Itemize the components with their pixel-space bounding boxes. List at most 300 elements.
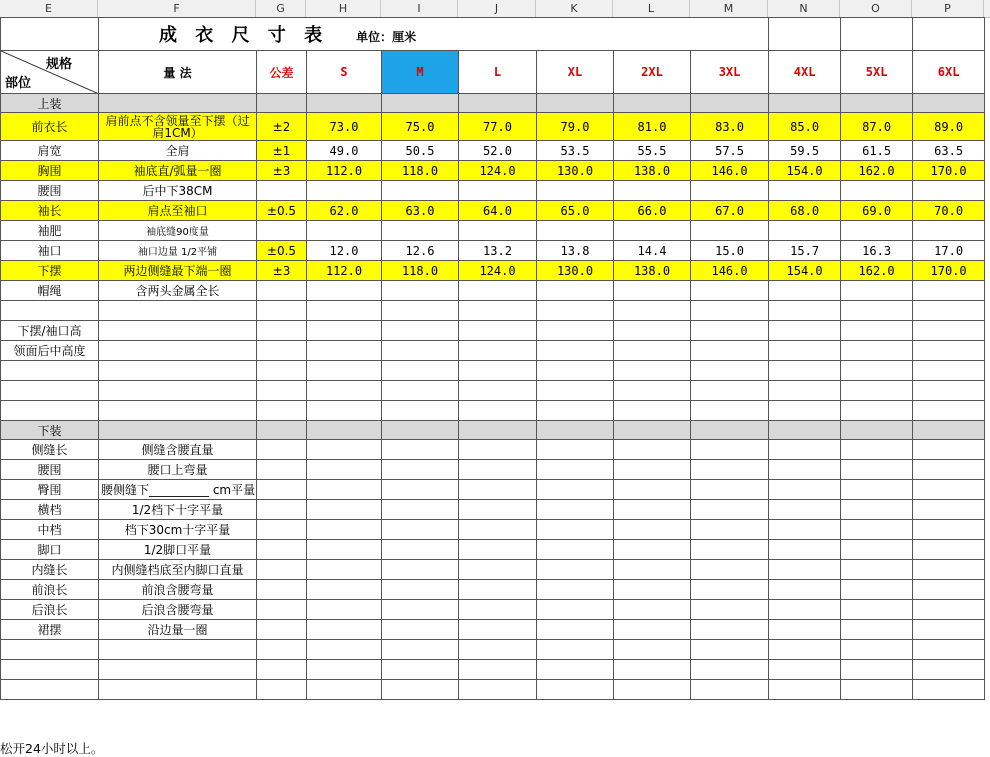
blank-cell[interactable] [257,341,307,361]
blank-cell[interactable] [614,94,691,113]
blank-cell[interactable] [769,341,841,361]
blank-cell[interactable] [841,401,913,421]
blank-cell[interactable] [307,94,382,113]
blank-cell[interactable] [769,520,841,540]
blank-cell[interactable] [382,640,459,660]
blank-cell[interactable] [614,620,691,640]
blank-cell[interactable] [99,640,257,660]
blank-cell[interactable] [99,381,257,401]
blank-cell[interactable] [307,381,382,401]
column-letter-m[interactable]: M [690,0,768,17]
blank-cell[interactable] [691,341,769,361]
blank-cell[interactable] [99,660,257,680]
blank-cell[interactable] [459,640,537,660]
blank-cell[interactable] [769,560,841,580]
blank-cell[interactable] [691,94,769,113]
tolerance-cell[interactable]: ±0.5 [257,241,307,261]
blank-cell[interactable] [614,421,691,440]
blank-cell[interactable] [382,440,459,460]
value-cell[interactable]: 130.0 [537,161,614,181]
blank-cell[interactable] [459,381,537,401]
value-cell[interactable] [459,281,537,301]
blank-cell[interactable] [691,500,769,520]
method-cell[interactable]: 档下30cm十字平量 [99,520,257,540]
method-cell[interactable]: 肩点至袖口 [99,201,257,221]
blank-cell[interactable] [537,381,614,401]
blank-cell[interactable] [769,361,841,381]
value-cell[interactable]: 12.6 [382,241,459,261]
blank-cell[interactable] [841,620,913,640]
blank-cell[interactable] [913,680,985,700]
blank-cell[interactable] [913,540,985,560]
blank-cell[interactable] [614,460,691,480]
blank-cell[interactable] [99,94,257,113]
blank-cell[interactable] [382,580,459,600]
value-cell[interactable]: 12.0 [307,241,382,261]
value-cell[interactable]: 65.0 [537,201,614,221]
blank-cell[interactable] [537,440,614,460]
blank-cell[interactable] [913,341,985,361]
blank-cell[interactable] [1,401,99,421]
blank-cell[interactable] [257,640,307,660]
blank-cell[interactable] [841,341,913,361]
value-cell[interactable] [382,281,459,301]
blank-cell[interactable] [537,500,614,520]
value-cell[interactable]: 85.0 [769,113,841,141]
blank-cell[interactable] [307,341,382,361]
value-cell[interactable]: 162.0 [841,261,913,281]
blank-cell[interactable] [913,421,985,440]
blank-cell[interactable] [691,600,769,620]
method-cell[interactable]: 后中下38CM [99,181,257,201]
method-cell[interactable]: 后浪含腰弯量 [99,600,257,620]
blank-cell[interactable] [307,640,382,660]
value-cell[interactable]: 59.5 [769,141,841,161]
blank-cell[interactable] [99,361,257,381]
blank-cell[interactable] [537,600,614,620]
part-cell[interactable]: 袖长 [1,201,99,221]
value-cell[interactable]: 75.0 [382,113,459,141]
blank-cell[interactable] [769,301,841,321]
blank-cell[interactable] [537,520,614,540]
blank-cell[interactable] [257,520,307,540]
value-cell[interactable] [614,221,691,241]
blank-cell[interactable] [537,580,614,600]
value-cell[interactable] [913,221,985,241]
blank-cell[interactable] [691,361,769,381]
blank-cell[interactable] [769,381,841,401]
spec-part-header[interactable] [1,51,99,94]
value-cell[interactable]: 77.0 [459,113,537,141]
size-header-xl[interactable]: XL [537,51,614,94]
blank-cell[interactable] [614,580,691,600]
column-letter-o[interactable]: O [840,0,912,17]
method-cell[interactable]: 1/2档下十字平量 [99,500,257,520]
blank-cell[interactable] [307,401,382,421]
blank-cell[interactable] [614,500,691,520]
value-cell[interactable]: 63.0 [382,201,459,221]
extra-part-cell[interactable]: 下摆/袖口高 [1,321,99,341]
column-letter-j[interactable]: J [458,0,536,17]
size-header-5xl[interactable]: 5XL [841,51,913,94]
blank-cell[interactable] [691,540,769,560]
blank-cell[interactable] [614,301,691,321]
blank-cell[interactable] [769,660,841,680]
blank-cell[interactable] [382,94,459,113]
blank-cell[interactable] [257,460,307,480]
value-cell[interactable] [769,221,841,241]
method-cell[interactable]: 腰侧缝下__________ cm平量 [99,480,257,500]
blank-cell[interactable] [841,440,913,460]
section-bottom-label[interactable]: 下装 [1,421,99,440]
blank-cell[interactable] [459,440,537,460]
value-cell[interactable]: 79.0 [537,113,614,141]
blank-cell[interactable] [459,620,537,640]
tolerance-cell[interactable] [257,181,307,201]
value-cell[interactable]: 89.0 [913,113,985,141]
blank-cell[interactable] [769,440,841,460]
blank-cell[interactable] [691,620,769,640]
blank-cell[interactable] [459,540,537,560]
blank-cell[interactable] [614,321,691,341]
blank-cell[interactable] [257,440,307,460]
blank-cell[interactable] [257,580,307,600]
blank-cell[interactable] [913,460,985,480]
blank-cell[interactable] [257,620,307,640]
blank-cell[interactable] [691,480,769,500]
method-cell[interactable]: 全肩 [99,141,257,161]
blank-cell[interactable] [537,401,614,421]
method-cell[interactable]: 前浪含腰弯量 [99,580,257,600]
blank-cell[interactable] [257,660,307,680]
blank-cell[interactable] [769,18,841,51]
blank-cell[interactable] [614,660,691,680]
blank-cell[interactable] [307,480,382,500]
blank-cell[interactable] [307,361,382,381]
blank-cell[interactable] [841,94,913,113]
value-cell[interactable]: 130.0 [537,261,614,281]
blank-cell[interactable] [769,540,841,560]
value-cell[interactable]: 61.5 [841,141,913,161]
blank-cell[interactable] [537,94,614,113]
blank-cell[interactable] [913,94,985,113]
value-cell[interactable] [691,281,769,301]
blank-cell[interactable] [459,500,537,520]
value-cell[interactable]: 63.5 [913,141,985,161]
value-cell[interactable]: 118.0 [382,261,459,281]
blank-cell[interactable] [382,480,459,500]
blank-cell[interactable] [913,660,985,680]
blank-cell[interactable] [841,361,913,381]
blank-cell[interactable] [459,600,537,620]
blank-cell[interactable] [99,421,257,440]
blank-cell[interactable] [913,640,985,660]
blank-cell[interactable] [1,18,99,51]
value-cell[interactable]: 70.0 [913,201,985,221]
blank-cell[interactable] [307,440,382,460]
column-letter-l[interactable]: L [613,0,690,17]
value-cell[interactable]: 15.0 [691,241,769,261]
part-cell[interactable]: 腰围 [1,181,99,201]
method-cell[interactable]: 侧缝含腰直量 [99,440,257,460]
blank-cell[interactable] [459,401,537,421]
blank-cell[interactable] [691,680,769,700]
blank-cell[interactable] [537,460,614,480]
blank-cell[interactable] [307,680,382,700]
value-cell[interactable]: 170.0 [913,261,985,281]
blank-cell[interactable] [841,500,913,520]
size-header-6xl[interactable]: 6XL [913,51,985,94]
method-header[interactable]: 量 法 [99,51,257,94]
value-cell[interactable] [459,181,537,201]
blank-cell[interactable] [691,640,769,660]
tolerance-cell[interactable] [257,281,307,301]
blank-cell[interactable] [841,640,913,660]
blank-cell[interactable] [307,660,382,680]
blank-cell[interactable] [913,500,985,520]
blank-cell[interactable] [459,680,537,700]
value-cell[interactable]: 64.0 [459,201,537,221]
blank-cell[interactable] [614,381,691,401]
blank-cell[interactable] [99,341,257,361]
blank-cell[interactable] [913,440,985,460]
value-cell[interactable]: 62.0 [307,201,382,221]
blank-cell[interactable] [257,480,307,500]
tolerance-cell[interactable]: ±0.5 [257,201,307,221]
blank-cell[interactable] [537,540,614,560]
blank-cell[interactable] [537,660,614,680]
size-header-4xl[interactable]: 4XL [769,51,841,94]
blank-cell[interactable] [691,401,769,421]
value-cell[interactable]: 124.0 [459,261,537,281]
value-cell[interactable]: 154.0 [769,261,841,281]
blank-cell[interactable] [614,560,691,580]
blank-cell[interactable] [257,680,307,700]
blank-cell[interactable] [769,480,841,500]
blank-cell[interactable] [307,520,382,540]
blank-cell[interactable] [257,361,307,381]
part-cell[interactable]: 肩宽 [1,141,99,161]
value-cell[interactable]: 81.0 [614,113,691,141]
column-letter-f[interactable]: F [98,0,256,17]
blank-cell[interactable] [537,361,614,381]
blank-cell[interactable] [382,540,459,560]
blank-cell[interactable] [841,460,913,480]
value-cell[interactable] [537,181,614,201]
blank-cell[interactable] [691,580,769,600]
blank-cell[interactable] [769,600,841,620]
blank-cell[interactable] [691,321,769,341]
blank-cell[interactable] [307,500,382,520]
method-cell[interactable]: 内侧缝档底至内脚口直量 [99,560,257,580]
blank-cell[interactable] [769,680,841,700]
blank-cell[interactable] [257,600,307,620]
value-cell[interactable]: 138.0 [614,161,691,181]
value-cell[interactable] [382,181,459,201]
part-cell[interactable]: 下摆 [1,261,99,281]
value-cell[interactable]: 170.0 [913,161,985,181]
tolerance-cell[interactable] [257,221,307,241]
blank-cell[interactable] [841,520,913,540]
blank-cell[interactable] [913,18,985,51]
blank-cell[interactable] [459,94,537,113]
method-cell[interactable]: 肩前点不含领量至下摆（过肩1CM） [99,113,257,141]
blank-cell[interactable] [537,680,614,700]
blank-cell[interactable] [382,341,459,361]
method-cell[interactable]: 袖底直/弧量一圈 [99,161,257,181]
blank-cell[interactable] [382,361,459,381]
blank-cell[interactable] [537,341,614,361]
value-cell[interactable] [307,281,382,301]
part-cell[interactable]: 中档 [1,520,99,540]
value-cell[interactable]: 73.0 [307,113,382,141]
blank-cell[interactable] [99,401,257,421]
blank-cell[interactable] [459,321,537,341]
value-cell[interactable]: 112.0 [307,261,382,281]
size-header-3xl[interactable]: 3XL [691,51,769,94]
column-letter-i[interactable]: I [381,0,458,17]
blank-cell[interactable] [769,460,841,480]
value-cell[interactable]: 15.7 [769,241,841,261]
value-cell[interactable]: 66.0 [614,201,691,221]
value-cell[interactable]: 146.0 [691,261,769,281]
method-cell[interactable]: 1/2脚口平量 [99,540,257,560]
blank-cell[interactable] [382,321,459,341]
blank-cell[interactable] [99,680,257,700]
value-cell[interactable] [382,221,459,241]
method-cell[interactable]: 腰口上弯量 [99,460,257,480]
blank-cell[interactable] [382,600,459,620]
value-cell[interactable]: 154.0 [769,161,841,181]
blank-cell[interactable] [459,660,537,680]
blank-cell[interactable] [257,421,307,440]
method-cell[interactable]: 沿边量一圈 [99,620,257,640]
size-header-2xl[interactable]: 2XL [614,51,691,94]
value-cell[interactable]: 67.0 [691,201,769,221]
blank-cell[interactable] [1,381,99,401]
blank-cell[interactable] [307,421,382,440]
method-cell[interactable]: 袖口边量 1/2平铺 [99,241,257,261]
blank-cell[interactable] [913,361,985,381]
blank-cell[interactable] [614,401,691,421]
blank-cell[interactable] [257,94,307,113]
section-top-label[interactable]: 上装 [1,94,99,113]
blank-cell[interactable] [769,321,841,341]
blank-cell[interactable] [913,301,985,321]
blank-cell[interactable] [459,341,537,361]
blank-cell[interactable] [537,321,614,341]
blank-cell[interactable] [691,560,769,580]
column-letter-g[interactable]: G [256,0,306,17]
value-cell[interactable]: 162.0 [841,161,913,181]
blank-cell[interactable] [459,421,537,440]
part-cell[interactable]: 腰围 [1,460,99,480]
blank-cell[interactable] [257,381,307,401]
blank-cell[interactable] [841,301,913,321]
value-cell[interactable]: 124.0 [459,161,537,181]
value-cell[interactable] [841,181,913,201]
value-cell[interactable] [614,281,691,301]
blank-cell[interactable] [841,480,913,500]
blank-cell[interactable] [841,680,913,700]
value-cell[interactable]: 14.4 [614,241,691,261]
blank-cell[interactable] [913,620,985,640]
blank-cell[interactable] [307,600,382,620]
blank-cell[interactable] [459,361,537,381]
blank-cell[interactable] [913,381,985,401]
blank-cell[interactable] [382,680,459,700]
blank-cell[interactable] [841,580,913,600]
blank-cell[interactable] [614,480,691,500]
title-cell[interactable] [99,18,769,51]
blank-cell[interactable] [1,301,99,321]
part-cell[interactable]: 帽绳 [1,281,99,301]
value-cell[interactable] [691,181,769,201]
blank-cell[interactable] [614,640,691,660]
value-cell[interactable] [841,281,913,301]
blank-cell[interactable] [841,560,913,580]
blank-cell[interactable] [537,421,614,440]
blank-cell[interactable] [614,440,691,460]
blank-cell[interactable] [537,480,614,500]
blank-cell[interactable] [382,401,459,421]
blank-cell[interactable] [382,460,459,480]
tolerance-cell[interactable]: ±3 [257,261,307,281]
blank-cell[interactable] [307,560,382,580]
blank-cell[interactable] [913,401,985,421]
blank-cell[interactable] [614,680,691,700]
blank-cell[interactable] [99,301,257,321]
value-cell[interactable]: 138.0 [614,261,691,281]
blank-cell[interactable] [913,321,985,341]
blank-cell[interactable] [459,560,537,580]
value-cell[interactable]: 57.5 [691,141,769,161]
blank-cell[interactable] [913,520,985,540]
value-cell[interactable]: 13.2 [459,241,537,261]
blank-cell[interactable] [841,18,913,51]
blank-cell[interactable] [691,301,769,321]
blank-cell[interactable] [769,401,841,421]
blank-cell[interactable] [614,600,691,620]
blank-cell[interactable] [307,460,382,480]
part-cell[interactable]: 侧缝长 [1,440,99,460]
blank-cell[interactable] [307,540,382,560]
column-letter-n[interactable]: N [768,0,840,17]
blank-cell[interactable] [99,321,257,341]
blank-cell[interactable] [841,421,913,440]
value-cell[interactable]: 49.0 [307,141,382,161]
blank-cell[interactable] [769,580,841,600]
value-cell[interactable]: 112.0 [307,161,382,181]
blank-cell[interactable] [307,321,382,341]
value-cell[interactable] [307,221,382,241]
value-cell[interactable]: 55.5 [614,141,691,161]
blank-cell[interactable] [769,640,841,660]
blank-cell[interactable] [459,480,537,500]
value-cell[interactable]: 13.8 [537,241,614,261]
blank-cell[interactable] [691,381,769,401]
blank-cell[interactable] [382,560,459,580]
blank-cell[interactable] [769,421,841,440]
part-cell[interactable]: 前衣长 [1,113,99,141]
blank-cell[interactable] [257,301,307,321]
value-cell[interactable]: 87.0 [841,113,913,141]
blank-cell[interactable] [307,620,382,640]
part-cell[interactable]: 胸围 [1,161,99,181]
method-cell[interactable]: 含两头金属全长 [99,281,257,301]
part-cell[interactable]: 脚口 [1,540,99,560]
blank-cell[interactable] [691,520,769,540]
